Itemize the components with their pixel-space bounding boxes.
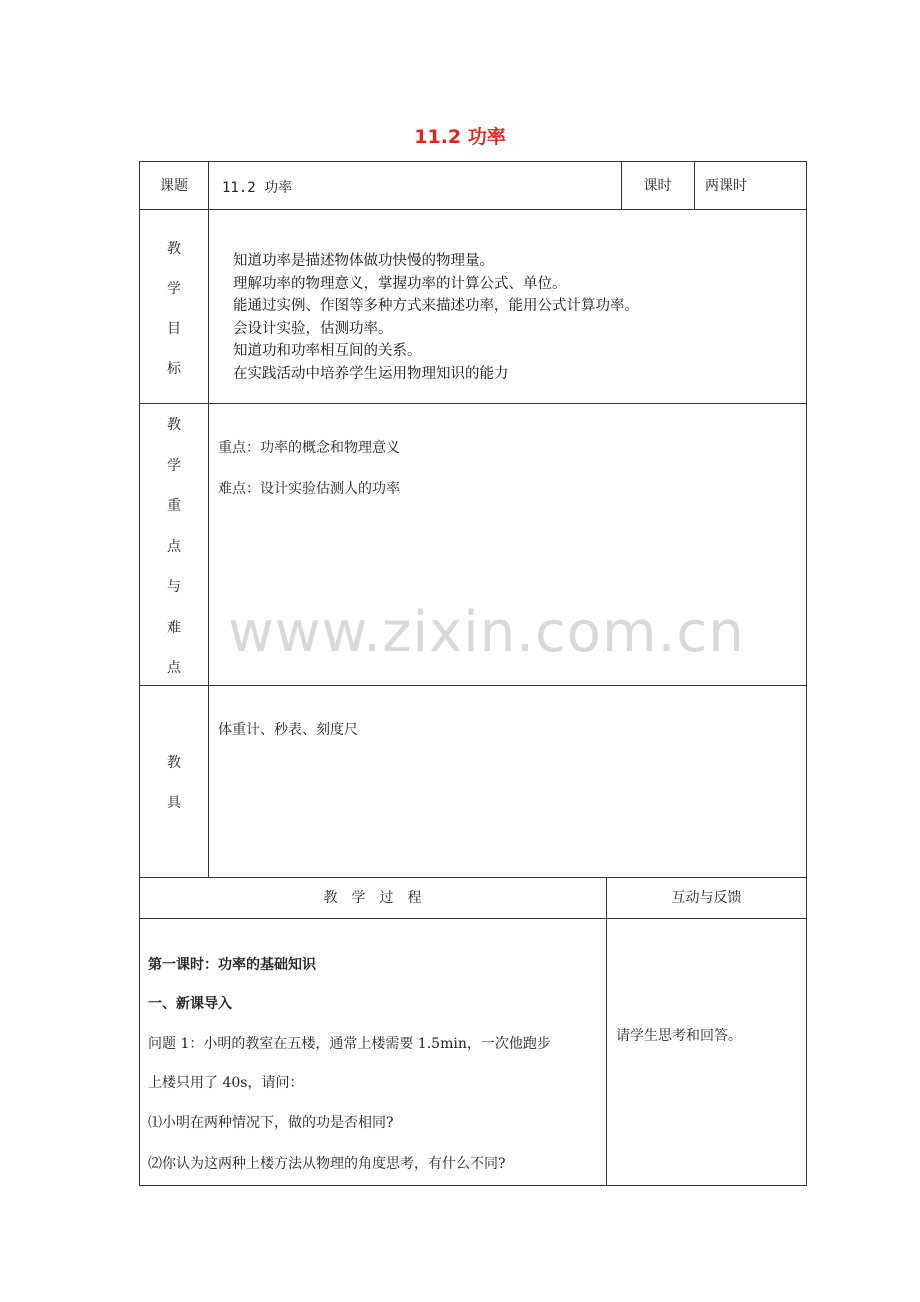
lesson-title: 第一课时：功率的基础知识 bbox=[148, 957, 316, 973]
key-points-label: 教 学 重 点 与 难 点 bbox=[167, 417, 181, 676]
sub-question-2: ⑵你认为这两种上楼方法从物理的角度思考，有什么不同? bbox=[148, 1156, 506, 1172]
sub-question-1: ⑴小明在两种情况下，做的功是否相同? bbox=[148, 1115, 394, 1131]
page-title: 11.2 功率 bbox=[414, 126, 506, 148]
watermark: www.zixin.com.cn bbox=[228, 600, 745, 665]
goals-label: 教 学 目 标 bbox=[167, 241, 181, 377]
topic-value: 11.2 功率 bbox=[222, 180, 293, 196]
row-divider bbox=[139, 403, 807, 404]
column-divider bbox=[694, 161, 695, 210]
goal-item: 在实践活动中培养学生运用物理知识的能力 bbox=[233, 365, 509, 382]
goal-item: 能通过实例、作图等多种方式来描述功率，能用公式计算功率。 bbox=[233, 298, 639, 314]
row-divider bbox=[139, 877, 807, 878]
goals-list bbox=[233, 250, 639, 385]
row-divider bbox=[139, 918, 807, 919]
goal-item: 知道功率是描述物体做功快慢的物理量。 bbox=[233, 253, 494, 269]
goal-item: 会设计实验，估测功率。 bbox=[233, 320, 393, 337]
topic-label: 课题 bbox=[160, 178, 188, 194]
feedback-text: 请学生思考和回答。 bbox=[616, 1028, 742, 1044]
process-header: 教 学 过 程 bbox=[323, 890, 422, 906]
tools-label: 教 具 bbox=[167, 755, 181, 811]
difficult-point: 难点：设计实验估测人的功率 bbox=[218, 481, 400, 497]
feedback-header: 互动与反馈 bbox=[671, 890, 742, 906]
goal-item: 知道功和功率相互间的关系。 bbox=[233, 343, 422, 359]
tools-text: 体重计、秒表、刻度尺 bbox=[218, 722, 358, 738]
section-title: 一、新课导入 bbox=[148, 996, 232, 1012]
question-line-2: 上楼只用了 40s，请问： bbox=[148, 1075, 304, 1091]
row-divider bbox=[139, 209, 807, 210]
key-point: 重点：功率的概念和物理意义 bbox=[218, 440, 400, 456]
column-divider bbox=[606, 877, 607, 1186]
hours-label: 课时 bbox=[643, 178, 672, 194]
goal-item: 理解功率的物理意义，掌握功率的计算公式、单位。 bbox=[233, 275, 567, 292]
question-line-1: 问题 1：小明的教室在五楼，通常上楼需要 1.5min，一次他跑步 bbox=[148, 1036, 551, 1052]
row-divider bbox=[139, 685, 807, 686]
hours-value: 两课时 bbox=[705, 178, 747, 194]
